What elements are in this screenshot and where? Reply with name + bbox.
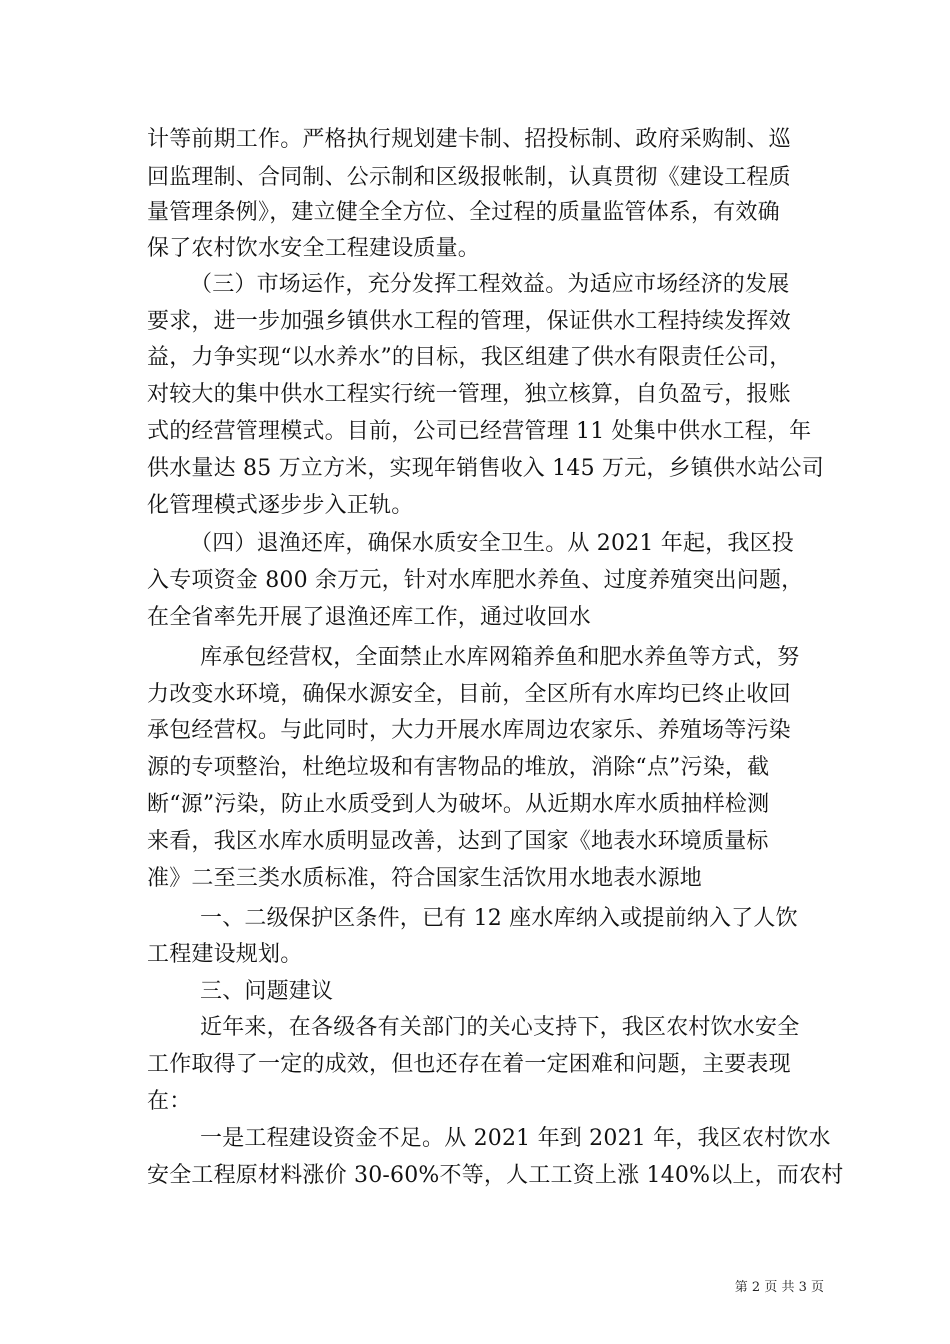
section-heading: 三、问题建议	[200, 979, 334, 1004]
body-text-line: 安全工程原材料涨价 30-60%不等，人工工资上涨 140%以上，而农村	[147, 1163, 844, 1188]
body-text-line: 一是工程建设资金不足。从 2021 年到 2021 年，我区农村饮水	[200, 1126, 831, 1151]
body-text-line: 式的经营管理模式。目前，公司已经营管理 11 处集中供水工程，年	[147, 419, 812, 444]
body-text-line: 断“源”污染，防止水质受到人为破坏。从近期水库水质抽样检测	[147, 792, 770, 817]
body-text-line: 源的专项整治，杜绝垃圾和有害物品的堆放，消除“点”污染，截	[147, 755, 770, 780]
body-text-line: 工作取得了一定的成效，但也还存在着一定困难和问题，主要表现	[147, 1052, 791, 1077]
body-text-line: 准》二至三类水质标准，符合国家生活饮用水地表水源地	[147, 866, 703, 891]
body-text-line: 在：	[147, 1089, 192, 1114]
body-text-line: 计等前期工作。严格执行规划建卡制、招投标制、政府采购制、巡	[147, 127, 791, 152]
body-text-line: 库承包经营权，全面禁止水库网箱养鱼和肥水养鱼等方式，努	[200, 645, 800, 670]
body-text-line: 回监理制、合同制、公示制和区级报帐制，认真贯彻《建设工程质	[147, 165, 791, 190]
body-text-line: 在全省率先开展了退渔还库工作，通过收回水	[147, 605, 592, 630]
page-number-footer: 第 2 页 共 3 页	[734, 1280, 824, 1295]
body-text-line: 化管理模式逐步步入正轨。	[147, 493, 414, 518]
body-text-line: 要求，进一步加强乡镇供水工程的管理，保证供水工程持续发挥效	[147, 309, 791, 334]
body-text-line: 一、二级保护区条件，已有 12 座水库纳入或提前纳入了人饮	[200, 906, 798, 931]
body-text-line: 保了农村饮水安全工程建设质量。	[147, 236, 481, 261]
body-text-line: 来看，我区水库水质明显改善，达到了国家《地表水环境质量标	[147, 829, 769, 854]
body-text-line: 对较大的集中供水工程实行统一管理，独立核算，自负盈亏，报账	[147, 382, 791, 407]
body-text-line: 近年来，在各级各有关部门的关心支持下，我区农村饮水安全	[200, 1015, 800, 1040]
body-text-line: 工程建设规划。	[147, 942, 303, 967]
body-text-line: 承包经营权。与此同时，大力开展水库周边农家乐、养殖场等污染	[147, 718, 791, 743]
paragraph-heading-line: （三）市场运作，充分发挥工程效益。为适应市场经济的发展	[190, 272, 790, 297]
body-text-line: 量管理条例》，建立健全全方位、全过程的质量监管体系，有效确	[147, 200, 780, 225]
body-text-line: 力改变水环境，确保水源安全，目前，全区所有水库均已终止收回	[147, 682, 791, 707]
body-text-line: 供水量达 85 万立方米，实现年销售收入 145 万元，乡镇供水站公司	[147, 456, 824, 481]
body-text-line: 入专项资金 800 余万元，针对水库肥水养鱼、过度养殖突出问题，	[147, 568, 804, 593]
body-text-line: 益，力争实现“以水养水”的目标，我区组建了供水有限责任公司，	[147, 345, 792, 370]
paragraph-heading-line: （四）退渔还库，确保水质安全卫生。从 2021 年起，我区投	[190, 531, 794, 556]
